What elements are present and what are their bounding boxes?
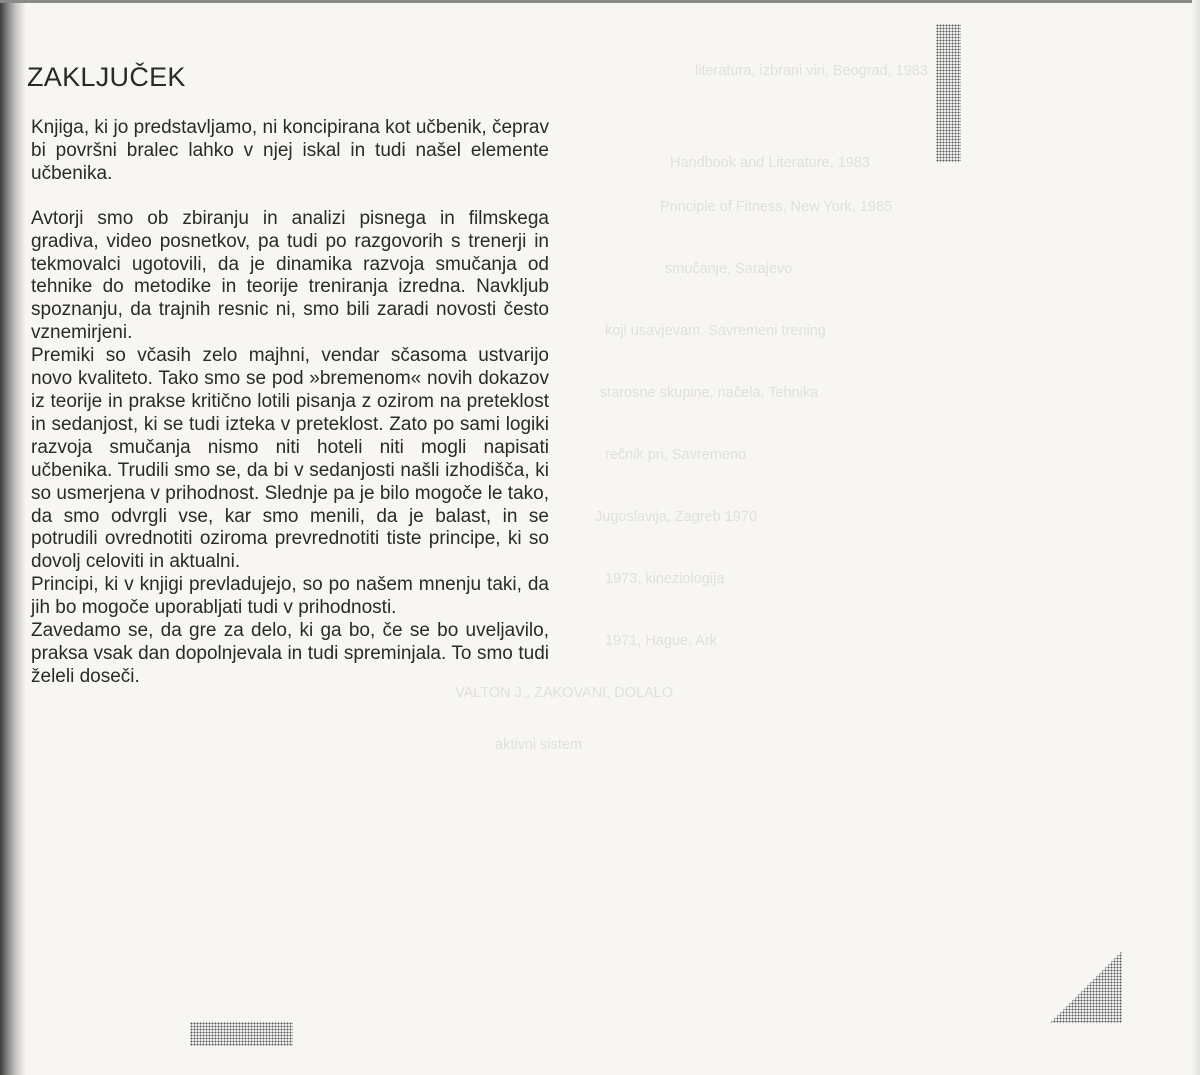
page-title: ZAKLJUČEK xyxy=(27,62,186,92)
show-through-line: rečnik pri, Savremeno xyxy=(605,447,747,463)
book-binding-shadow xyxy=(0,0,26,1075)
show-through-line: 1971, Hague, Ark xyxy=(605,633,718,649)
show-through-line: aktivni sistem xyxy=(495,737,583,753)
paragraph: Principi, ki v knjigi prevladujejo, so po našem mnenju taki, da jih bo mogoče uporabljati tudi v prihodnosti. xyxy=(31,574,549,619)
show-through-line: starosne skupine, načela, Tehnika xyxy=(600,385,819,401)
paragraph: Knjiga, ki jo predstavljamo, ni koncipirana kot učbenik, čeprav bi površni bralec lahko v njej iskal in tudi našel elemente učbenika. xyxy=(31,117,549,184)
show-through-line: smučanje, Sarajevo xyxy=(665,261,793,277)
show-through-line: VALTON J., ZAKOVANI, DOLALO xyxy=(455,685,674,701)
paragraph: Avtorji smo ob zbiranju in analizi pisnega in filmskega gradiva, video posnetkov, pa tudi po razgovorih s trenerji in tekmovalci ugotovili, da je dinamika razvoja smučanja od tehnike do metodike in teorije treniranja izredna. Navkljub spoznanju, da trajnih resnic ni, smo bili zaradi novosti često vznemirjeni. xyxy=(31,207,549,344)
body-text xyxy=(31,117,549,689)
page-right-edge xyxy=(1192,0,1200,1075)
show-through-line: literatura, izbrani viri, Beograd, 1983 xyxy=(695,63,928,79)
show-through-line: Principle of Fitness, New York, 1985 xyxy=(660,199,893,215)
page-top-edge xyxy=(0,0,1200,3)
paragraph: Premiki so včasih zelo majhni, vendar sčasoma ustvarijo novo kvaliteto. Tako smo se pod »bremenom« novih dokazov iz teorije in prakse kritično lotili pisanja z ozirom na preteklost in sedanjost, ki se tudi izteka v preteklost. Zato po sami logiki razvoja smučanja nismo niti hoteli niti mogli napisati učbenika. Trudili smo se, da bi v sedanjosti našli izhodišča, ki so usmerjena v prihodnost. Slednje pa je bilo mogoče le tako, da smo odvrgli vse, kar smo menili, da je balast, in se potrudili ovrednotiti oziroma prevrednotiti tiste principe, ki so dovolj celoviti in aktualni. xyxy=(31,345,549,573)
show-through-text xyxy=(455,60,1155,1000)
paragraph: Zavedamo se, da gre za delo, ki ga bo, če se bo uveljavilo, praksa vsak dan dopolnjevala in tudi spreminjala. To smo tudi želeli doseči. xyxy=(31,620,549,687)
show-through-line: Jugoslavija, Zagreb 1970 xyxy=(595,509,758,525)
decorative-dotted-bar xyxy=(936,24,961,162)
show-through-line: Handbook and Literature, 1983 xyxy=(670,155,870,171)
decorative-dotted-strip xyxy=(190,1022,293,1046)
show-through-line: koji usavjevam, Savremeni trening xyxy=(605,323,826,339)
show-through-line: 1973, kineziologija xyxy=(605,571,725,587)
